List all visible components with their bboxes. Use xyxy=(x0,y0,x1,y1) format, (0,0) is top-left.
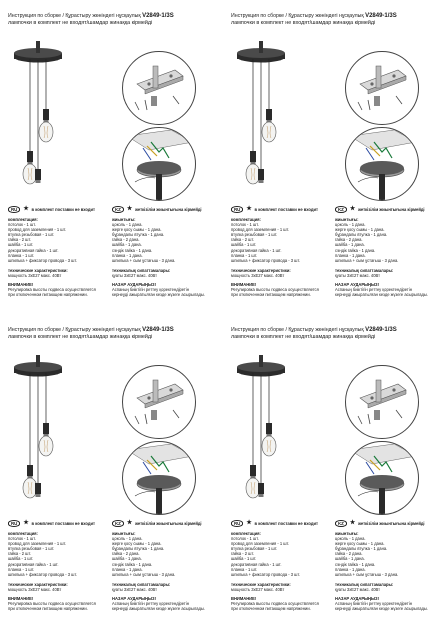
bulbs-note: лампочки в комплект не входят/шамдар жинаққа кірмейді xyxy=(8,19,153,26)
mounting-bracket-illustration xyxy=(346,52,418,124)
mounting-bracket-detail xyxy=(122,51,196,125)
ru-kit-list xyxy=(8,222,108,263)
kazakh-column xyxy=(112,206,212,297)
kazakh-column xyxy=(335,206,435,297)
model-number: V2849-1/3S xyxy=(142,13,174,19)
list-item: бұрандалы втулка - 1 дана. xyxy=(335,232,388,238)
list-item: втулка резьбовая - 1 шт. xyxy=(231,546,278,552)
list-item: шпилька + сым ұстағыш - 3 дана. xyxy=(335,571,399,577)
star-icon: ★ xyxy=(246,520,252,526)
list-item: втулка резьбовая - 1 шт. xyxy=(8,546,55,552)
kazakh-column xyxy=(335,520,435,611)
kz-spec-value: қуаты 3xE27 макс. 40Вт xyxy=(335,586,380,592)
list-item: цоколь - 1 дана. xyxy=(335,536,366,542)
ru-not-included-note: в комплект поставки не входит xyxy=(254,206,318,212)
ru-kit-list xyxy=(231,536,331,577)
list-item: гайка - 2 шт. xyxy=(231,237,255,243)
star-icon: ★ xyxy=(349,206,356,212)
header-title: Инструкция по сборке / Құрастыру жөніндегі нұсқаулық xyxy=(231,13,364,19)
list-item: декоративная гайка - 1 шт. xyxy=(231,561,282,567)
star-icon: ★ xyxy=(126,206,133,212)
list-item: шпилька + фиксатор провода - 3 шт. xyxy=(8,571,78,577)
list-item: цоколь - 1 дана. xyxy=(335,222,366,228)
mounting-bracket-detail xyxy=(345,365,419,439)
instruction-sheet xyxy=(8,13,215,313)
star-icon: ★ xyxy=(126,520,133,526)
list-item: жерге қосу сымы - 1 дана. xyxy=(112,227,162,233)
ru-kit-list xyxy=(231,222,331,263)
pendant-lamp-illustration xyxy=(231,31,331,201)
sheet-header xyxy=(8,13,215,26)
list-item: гайка - 2 дана. xyxy=(112,237,140,243)
list-item: сәндік гайка - 1 дана. xyxy=(335,561,376,567)
russian-column xyxy=(8,520,108,611)
bulbs-note: лампочки в комплект не входят/шамдар жинаққа кірмейді xyxy=(231,19,376,26)
ru-spec-title: технические характеристики: xyxy=(8,581,68,587)
mounting-bracket-illustration xyxy=(346,366,418,438)
kz-kit-title: жиынтығы: xyxy=(335,217,359,222)
kz-spec-title: техникалық сипаттамалары: xyxy=(335,267,394,273)
ru-warning-line: Регулировка высоты подвеса осуществляется xyxy=(231,601,319,607)
star-icon: ★ xyxy=(23,520,29,526)
header-title: Инструкция по сборке / Құрастыру жөніндегі нұсқаулық xyxy=(231,327,364,333)
ceiling-mount-detail xyxy=(122,441,196,515)
ceiling-mount-detail xyxy=(122,127,196,201)
kz-kit-title: жиынтығы: xyxy=(112,217,136,222)
list-item: бұрандалы втулка - 1 дана. xyxy=(112,232,165,238)
list-item: цоколь - 1 дана. xyxy=(112,222,143,228)
kz-badge-row xyxy=(112,520,212,527)
kz-flag-badge: KZ xyxy=(335,520,347,527)
sheet-header xyxy=(231,327,438,340)
kz-spec-title: техникалық сипаттамалары: xyxy=(112,267,171,273)
kz-kit-list xyxy=(112,222,212,263)
kz-spec-title: техникалық сипаттамалары: xyxy=(335,581,394,587)
ru-flag-badge: RU xyxy=(231,520,243,527)
kz-warning-title: НАЗАР АУДАРЫҢЫЗ! xyxy=(112,282,156,288)
ru-badge-row xyxy=(231,520,331,527)
kz-badge-row xyxy=(335,206,435,213)
ru-warning-line: Регулировка высоты подвеса осуществляется xyxy=(231,287,319,293)
ru-warning-title: ВНИМАНИЕ! xyxy=(8,596,34,602)
pendant-lamp-illustration xyxy=(8,31,108,201)
ru-badge-row xyxy=(231,206,331,213)
kz-flag-badge: KZ xyxy=(112,520,124,527)
kz-warning-title: НАЗАР АУДАРЫҢЫЗ! xyxy=(335,596,379,602)
list-item: шпилька + сым ұстағыш - 3 дана. xyxy=(112,571,176,577)
list-item: шпилька + сым ұстағыш - 3 дана. xyxy=(335,257,399,263)
ru-not-included-note: в комплект поставки не входит xyxy=(31,206,95,212)
kz-not-included-note: жеткізілім жиынтығына кірмейді xyxy=(358,206,425,212)
ru-spec-title: технические характеристики: xyxy=(8,267,68,273)
list-item: жерге қосу сымы - 1 дана. xyxy=(112,541,162,547)
ru-spec-title: технические характеристики: xyxy=(231,267,291,273)
ru-kit-list xyxy=(8,536,108,577)
list-item: потолок - 1 шт. xyxy=(231,536,259,542)
list-item: цоколь - 1 дана. xyxy=(112,536,143,542)
list-item: шайба - 1 шт. xyxy=(231,242,257,248)
list-item: шайба - 1 дана. xyxy=(112,242,142,248)
russian-column xyxy=(8,206,108,297)
ru-badge-row xyxy=(8,520,108,527)
list-item: гайка - 2 дана. xyxy=(335,237,363,243)
kz-flag-badge: KZ xyxy=(112,206,124,213)
list-item: гайка - 2 шт. xyxy=(231,551,255,557)
ru-warning-line: Регулировка высоты подвеса осуществляется xyxy=(8,287,96,293)
ru-spec-title: технические характеристики: xyxy=(231,581,291,587)
sheet-header xyxy=(8,327,215,340)
list-item: втулка резьбовая - 1 шт. xyxy=(231,232,278,238)
kz-warning-line: Аспаның биіктігін реттеу қоректендіретін xyxy=(335,601,412,607)
ru-warning-line: при отключенном питающем напряжении. xyxy=(8,292,88,298)
kz-flag-badge: KZ xyxy=(335,206,347,213)
kz-not-included-note: жеткізілім жиынтығына кірмейді xyxy=(358,520,425,526)
kz-warning-line: кернеуді ажыратылған кезде жүзеге асырылады. xyxy=(335,292,428,298)
kz-warning-line: Аспаның биіктігін реттеу қоректендіретін xyxy=(335,287,412,293)
kz-spec-value: қуаты 3xE27 макс. 40Вт xyxy=(335,272,380,278)
ru-spec-value: мощность 3xE27 макс. 40Вт xyxy=(8,272,62,278)
list-item: сәндік гайка - 1 дана. xyxy=(112,247,153,253)
instruction-sheet xyxy=(231,13,438,313)
bulbs-note: лампочки в комплект не входят/шамдар жинаққа кірмейді xyxy=(8,333,153,340)
ceiling-mount-illustration xyxy=(123,442,195,514)
header-title: Инструкция по сборке / Құрастыру жөніндегі нұсқаулық xyxy=(8,327,141,333)
list-item: шайба - 1 шт. xyxy=(8,556,34,562)
mounting-bracket-illustration xyxy=(123,366,195,438)
list-item: втулка резьбовая - 1 шт. xyxy=(8,232,55,238)
list-item: гайка - 2 дана. xyxy=(112,551,140,557)
list-item: планка - 1 шт. xyxy=(8,566,35,572)
ru-spec-value: мощность 3xE27 макс. 40Вт xyxy=(231,586,285,592)
ru-kit-title: комплектация: xyxy=(231,531,261,536)
ru-kit-title: комплектация: xyxy=(8,217,38,222)
list-item: планка - 1 шт. xyxy=(231,252,258,258)
ru-spec-value: мощность 3xE27 макс. 40Вт xyxy=(8,586,62,592)
list-item: шпилька + фиксатор провода - 3 шт. xyxy=(231,257,301,263)
kz-warning-line: кернеуді ажыратылған кезде жүзеге асырылады. xyxy=(112,606,205,612)
list-item: шпилька + фиксатор провода - 3 шт. xyxy=(231,571,301,577)
star-icon: ★ xyxy=(349,520,356,526)
pendant-lamp-illustration xyxy=(231,345,331,515)
kz-warning-line: кернеуді ажыратылған кезде жүзеге асырылады. xyxy=(335,606,428,612)
russian-column xyxy=(231,206,331,297)
ceiling-mount-detail xyxy=(345,441,419,515)
list-item: провод для заземления - 1 шт. xyxy=(231,227,290,233)
list-item: жерге қосу сымы - 1 дана. xyxy=(335,541,385,547)
list-item: гайка - 2 шт. xyxy=(8,237,32,243)
list-item: сәндік гайка - 1 дана. xyxy=(112,561,153,567)
ru-not-included-note: в комплект поставки не входит xyxy=(31,520,95,526)
list-item: декоративная гайка - 1 шт. xyxy=(8,247,59,253)
ru-flag-badge: RU xyxy=(231,206,243,213)
ru-warning-title: ВНИМАНИЕ! xyxy=(8,282,34,288)
kz-warning-line: Аспаның биіктігін реттеу қоректендіретін xyxy=(112,601,189,607)
ru-flag-badge: RU xyxy=(8,520,20,527)
list-item: провод для заземления - 1 шт. xyxy=(8,227,67,233)
list-item: потолок - 1 шт. xyxy=(8,536,36,542)
ru-warning-line: при отключенном питающем напряжении. xyxy=(231,606,311,612)
list-item: шпилька + сым ұстағыш - 3 дана. xyxy=(112,257,176,263)
list-item: планка - 1 дана. xyxy=(335,252,366,258)
kazakh-column xyxy=(112,520,212,611)
list-item: провод для заземления - 1 шт. xyxy=(8,541,67,547)
list-item: декоративная гайка - 1 шт. xyxy=(8,561,59,567)
kz-warning-title: НАЗАР АУДАРЫҢЫЗ! xyxy=(112,596,156,602)
list-item: гайка - 2 шт. xyxy=(8,551,32,557)
mounting-bracket-detail xyxy=(345,51,419,125)
ru-badge-row xyxy=(8,206,108,213)
list-item: жерге қосу сымы - 1 дана. xyxy=(335,227,385,233)
list-item: сәндік гайка - 1 дана. xyxy=(335,247,376,253)
bulbs-note: лампочки в комплект не входят/шамдар жинаққа кірмейді xyxy=(231,333,376,340)
ru-warning-line: при отключенном питающем напряжении. xyxy=(231,292,311,298)
list-item: шпилька + фиксатор провода - 3 шт. xyxy=(8,257,78,263)
list-item: бұрандалы втулка - 1 дана. xyxy=(335,546,388,552)
sheet-header xyxy=(231,13,438,26)
star-icon: ★ xyxy=(246,206,252,212)
kz-warning-line: Аспаның биіктігін реттеу қоректендіретін xyxy=(112,287,189,293)
ru-warning-line: Регулировка высоты подвеса осуществляется xyxy=(8,601,96,607)
list-item: бұрандалы втулка - 1 дана. xyxy=(112,546,165,552)
kz-warning-title: НАЗАР АУДАРЫҢЫЗ! xyxy=(335,282,379,288)
ru-warning-title: ВНИМАНИЕ! xyxy=(231,282,257,288)
list-item: шайба - 1 дана. xyxy=(335,556,365,562)
list-item: шайба - 1 дана. xyxy=(112,556,142,562)
list-item: планка - 1 дана. xyxy=(335,566,366,572)
model-number: V2849-1/3S xyxy=(365,327,397,333)
russian-column xyxy=(231,520,331,611)
kz-kit-list xyxy=(112,536,212,577)
ceiling-mount-illustration xyxy=(346,128,418,200)
ru-kit-title: комплектация: xyxy=(8,531,38,536)
ceiling-mount-illustration xyxy=(346,442,418,514)
kz-spec-value: қуаты 3xE27 макс. 40Вт xyxy=(112,586,157,592)
list-item: провод для заземления - 1 шт. xyxy=(231,541,290,547)
kz-not-included-note: жеткізілім жиынтығына кірмейді xyxy=(135,520,202,526)
list-item: шайба - 1 шт. xyxy=(231,556,257,562)
list-item: декоративная гайка - 1 шт. xyxy=(231,247,282,253)
ru-warning-title: ВНИМАНИЕ! xyxy=(231,596,257,602)
list-item: планка - 1 дана. xyxy=(112,252,143,258)
kz-kit-list xyxy=(335,222,435,263)
kz-spec-title: техникалық сипаттамалары: xyxy=(112,581,171,587)
header-title: Инструкция по сборке / Құрастыру жөніндегі нұсқаулық xyxy=(8,13,141,19)
ru-spec-value: мощность 3xE27 макс. 40Вт xyxy=(231,272,285,278)
ru-not-included-note: в комплект поставки не входит xyxy=(254,520,318,526)
mounting-bracket-detail xyxy=(122,365,196,439)
ru-kit-title: комплектация: xyxy=(231,217,261,222)
kz-kit-title: жиынтығы: xyxy=(112,531,136,536)
ceiling-mount-illustration xyxy=(123,128,195,200)
list-item: потолок - 1 шт. xyxy=(231,222,259,228)
pendant-lamp-illustration xyxy=(8,345,108,515)
kz-not-included-note: жеткізілім жиынтығына кірмейді xyxy=(135,206,202,212)
kz-badge-row xyxy=(335,520,435,527)
instruction-sheet xyxy=(8,327,215,627)
list-item: планка - 1 шт. xyxy=(231,566,258,572)
kz-kit-list xyxy=(335,536,435,577)
model-number: V2849-1/3S xyxy=(365,13,397,19)
instruction-sheet xyxy=(231,327,438,627)
kz-kit-title: жиынтығы: xyxy=(335,531,359,536)
list-item: гайка - 2 дана. xyxy=(335,551,363,557)
star-icon: ★ xyxy=(23,206,29,212)
list-item: шайба - 1 шт. xyxy=(8,242,34,248)
model-number: V2849-1/3S xyxy=(142,327,174,333)
ru-flag-badge: RU xyxy=(8,206,20,213)
list-item: планка - 1 шт. xyxy=(8,252,35,258)
ceiling-mount-detail xyxy=(345,127,419,201)
kz-warning-line: кернеуді ажыратылған кезде жүзеге асырылады. xyxy=(112,292,205,298)
list-item: потолок - 1 шт. xyxy=(8,222,36,228)
ru-warning-line: при отключенном питающем напряжении. xyxy=(8,606,88,612)
kz-spec-value: қуаты 3xE27 макс. 40Вт xyxy=(112,272,157,278)
kz-badge-row xyxy=(112,206,212,213)
list-item: шайба - 1 дана. xyxy=(335,242,365,248)
mounting-bracket-illustration xyxy=(123,52,195,124)
list-item: планка - 1 дана. xyxy=(112,566,143,572)
